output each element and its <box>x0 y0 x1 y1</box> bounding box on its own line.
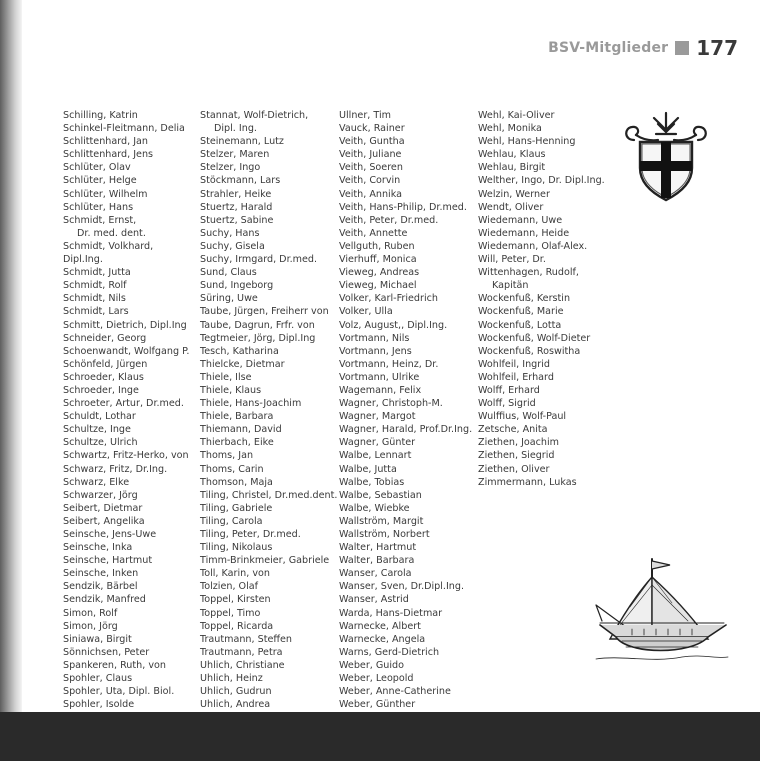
member-entry: Warnecke, Albert <box>339 620 421 632</box>
member-entry: Süring, Uwe <box>200 293 258 305</box>
member-entry: Schönfeld, Jürgen <box>63 358 148 370</box>
member-entry: Stelzer, Maren <box>200 149 270 161</box>
member-entry: Volz, August,, Dipl.Ing. <box>339 319 448 331</box>
member-entry: Tesch, Katharina <box>200 345 279 357</box>
member-entry: Veith, Juliane <box>339 149 402 161</box>
member-entry: Uhlich, Christiane <box>200 659 285 671</box>
member-entry: Sund, Ingeborg <box>200 280 274 292</box>
member-entry: Wendt, Oliver <box>478 201 544 213</box>
member-entry: Seinsche, Hartmut <box>63 555 153 567</box>
member-entry: Thielcke, Dietmar <box>200 358 285 370</box>
member-entry: Schuldt, Lothar <box>63 411 136 423</box>
member-entry: Dr. med. dent. <box>77 227 146 239</box>
member-entry: Wagner, Harald, Prof.Dr.Ing. <box>339 424 473 436</box>
member-entry: Kapitän <box>492 280 529 292</box>
member-entry: Ziethen, Joachim <box>478 437 560 449</box>
member-column-1 <box>63 109 189 724</box>
member-entry: Schoenwandt, Wolfgang P. <box>63 345 190 357</box>
member-entry: Warnecke, Angela <box>339 633 426 645</box>
member-entry: Schwarzer, Jörg <box>63 489 138 501</box>
member-entry: Wehl, Kai-Oliver <box>478 110 555 121</box>
member-entry: Wolff, Sigrid <box>478 398 536 410</box>
member-entry: Sendzik, Bärbel <box>63 581 138 593</box>
member-entry: Seibert, Dietmar <box>63 502 143 514</box>
scan-bottom-edge <box>0 712 760 761</box>
page-number: 177 <box>696 36 738 60</box>
member-entry: Seinsche, Inken <box>63 568 139 580</box>
member-entry: Schwartz, Fritz-Herko, von <box>63 450 189 462</box>
member-entry: Thiele, Klaus <box>200 384 262 396</box>
member-entry: Wiedemann, Olaf-Alex. <box>478 240 588 252</box>
member-column-3 <box>339 109 475 724</box>
member-entry: Zimmermann, Lukas <box>478 476 577 488</box>
member-entry: Vieweg, Michael <box>339 280 417 292</box>
member-entry: Vellguth, Ruben <box>339 240 415 252</box>
member-entry: Vortmann, Heinz, Dr. <box>339 358 439 370</box>
member-entry: Thierbach, Eike <box>200 437 274 449</box>
member-entry: Weber, Leopold <box>339 673 414 685</box>
member-entry: Schroeder, Klaus <box>63 371 144 383</box>
member-entry: Walter, Hartmut <box>339 542 417 554</box>
member-entry: Schmidt, Volkhard, <box>63 240 154 252</box>
member-entry: Schlittenhard, Jan <box>63 136 148 148</box>
member-entry: Schlüter, Hans <box>63 201 134 213</box>
member-entry: Volker, Karl-Friedrich <box>339 293 438 305</box>
member-entry: Seibert, Angelika <box>63 515 145 527</box>
member-entry: Seinsche, Inka <box>63 542 133 554</box>
member-entry: Schroeter, Artur, Dr.med. <box>63 398 184 410</box>
member-entry: Tiling, Carola <box>200 515 263 527</box>
member-entry: Wittenhagen, Rudolf, <box>478 267 579 279</box>
member-entry: Sendzik, Manfred <box>63 594 146 606</box>
member-entry: Toll, Karin, von <box>200 568 270 580</box>
member-entry: Schlüter, Wilhelm <box>63 188 148 200</box>
member-entry: Ziethen, Oliver <box>478 463 550 475</box>
member-entry: Wehl, Hans-Henning <box>478 136 576 148</box>
member-entry: Stuertz, Harald <box>200 201 273 213</box>
member-entry: Schultze, Ulrich <box>63 437 138 449</box>
member-entry: Thiemann, David <box>200 424 282 436</box>
member-entry: Wockenfuß, Marie <box>478 306 564 318</box>
member-entry: Vortmann, Nils <box>339 332 410 344</box>
member-entry: Thiele, Ilse <box>200 371 252 383</box>
member-entry: Schinkel-Fleitmann, Delia <box>63 123 185 135</box>
member-entry: Veith, Annette <box>339 227 408 239</box>
member-entry: Thomson, Maja <box>200 476 273 488</box>
member-entry: Veith, Annika <box>339 188 402 200</box>
member-entry: Wallström, Margit <box>339 515 424 527</box>
member-entry: Sönnichsen, Peter <box>63 646 150 658</box>
header-square-marker <box>675 41 689 55</box>
member-entry: Stuertz, Sabine <box>200 214 274 226</box>
member-entry: Spohler, Claus <box>63 673 133 685</box>
member-entry: Vierhuff, Monica <box>339 254 417 266</box>
member-entry: Schmidt, Jutta <box>63 267 131 279</box>
member-entry: Walbe, Jutta <box>339 463 397 475</box>
member-entry: Dipl.Ing. <box>63 254 103 266</box>
member-entry: Vieweg, Andreas <box>339 267 420 279</box>
member-entry: Timm-Brinkmeier, Gabriele <box>200 555 330 567</box>
member-entry: Vauck, Rainer <box>339 123 405 135</box>
member-entry: Tiling, Gabriele <box>200 502 273 514</box>
member-entry: Thiele, Hans-Joachim <box>200 398 302 410</box>
member-entry: Suchy, Hans <box>200 227 260 239</box>
member-entry: Warns, Gerd-Dietrich <box>339 646 440 658</box>
member-entry: Wohlfeil, Ingrid <box>478 358 550 370</box>
member-entry: Toppel, Kirsten <box>200 594 271 606</box>
member-entry: Walbe, Sebastian <box>339 489 422 501</box>
member-entry: Schlüter, Olav <box>63 162 131 174</box>
member-entry: Veith, Corvin <box>339 175 401 187</box>
member-entry: Veith, Peter, Dr.med. <box>339 214 439 226</box>
member-entry: Tegtmeier, Jörg, Dipl.Ing <box>200 332 316 344</box>
member-entry: Schmidt, Nils <box>63 293 126 305</box>
member-entry: Ziethen, Siegrid <box>478 450 555 462</box>
member-entry: Wehlau, Klaus <box>478 149 546 161</box>
member-entry: Weber, Guido <box>339 659 405 671</box>
member-entry: Sund, Claus <box>200 267 257 279</box>
member-entry: Uhlich, Andrea <box>200 699 271 711</box>
member-entry: Schultze, Inge <box>63 424 131 436</box>
member-entry: Wehlau, Birgit <box>478 162 546 174</box>
member-column-4 <box>478 109 605 489</box>
member-entry: Thoms, Jan <box>200 450 254 462</box>
member-entry: Spankeren, Ruth, von <box>63 659 166 671</box>
member-entry: Weber, Günther <box>339 699 416 711</box>
member-entry: Will, Peter, Dr. <box>478 254 546 266</box>
member-entry: Vortmann, Jens <box>339 345 412 357</box>
member-entry: Zetsche, Anita <box>478 424 548 436</box>
member-entry: Wulffius, Wolf-Paul <box>478 411 567 423</box>
member-entry: Spohler, Isolde <box>63 699 135 711</box>
member-entry: Walbe, Tobias <box>339 476 405 488</box>
member-entry: Toppel, Timo <box>200 607 261 619</box>
member-entry: Wagemann, Felix <box>339 384 422 396</box>
member-entry: Stelzer, Ingo <box>200 162 261 174</box>
member-entry: Walbe, Lennart <box>339 450 412 462</box>
member-entry: Wanser, Sven, Dr.Dipl.Ing. <box>339 581 465 593</box>
book-spine-shadow <box>0 0 22 712</box>
member-entry: Wockenfuß, Roswitha <box>478 345 581 357</box>
member-entry: Welzin, Werner <box>478 188 550 200</box>
coat-of-arms-icon <box>620 110 712 202</box>
member-entry: Siniawa, Birgit <box>63 633 132 645</box>
member-entry: Wagner, Günter <box>339 437 416 449</box>
member-entry: Wockenfuß, Kerstin <box>478 293 571 305</box>
member-entry: Wehl, Monika <box>478 123 542 135</box>
member-entry: Stannat, Wolf-Dietrich, <box>200 110 309 121</box>
member-entry: Suchy, Gisela <box>200 240 265 252</box>
member-entry: Suchy, Irmgard, Dr.med. <box>200 254 318 266</box>
member-entry: Schwarz, Elke <box>63 476 130 488</box>
member-entry: Walter, Barbara <box>339 555 415 567</box>
member-entry: Wanser, Carola <box>339 568 412 580</box>
member-entry: Thiele, Barbara <box>200 411 274 423</box>
member-entry: Simon, Rolf <box>63 607 118 619</box>
member-entry: Schlüter, Helge <box>63 175 137 187</box>
member-entry: Steinemann, Lutz <box>200 136 284 148</box>
member-entry: Wanser, Astrid <box>339 594 409 606</box>
member-entry: Schneider, Georg <box>63 332 147 344</box>
member-entry: Wallström, Norbert <box>339 529 430 540</box>
member-entry: Seinsche, Jens-Uwe <box>63 529 157 540</box>
member-entry: Uhlich, Heinz <box>200 673 263 685</box>
member-entry: Dipl. Ing. <box>214 123 257 135</box>
member-entry: Trautmann, Steffen <box>200 633 292 645</box>
member-entry: Stöckmann, Lars <box>200 175 281 187</box>
member-entry: Strahler, Heike <box>200 188 272 200</box>
member-entry: Toppel, Ricarda <box>200 620 274 632</box>
member-entry: Veith, Guntha <box>339 136 405 148</box>
member-entry: Wiedemann, Heide <box>478 227 570 239</box>
member-entry: Uhlich, Gudrun <box>200 686 272 698</box>
page-header-title: BSV-Mitglieder <box>548 40 669 56</box>
member-entry: Wolff, Erhard <box>478 384 540 396</box>
member-entry: Tiling, Christel, Dr.med.dent. <box>200 489 338 501</box>
member-entry: Veith, Hans-Philip, Dr.med. <box>339 201 467 213</box>
member-entry: Schwarz, Fritz, Dr.Ing. <box>63 463 168 475</box>
member-entry: Simon, Jörg <box>63 620 118 632</box>
member-entry: Weber, Anne-Catherine <box>339 686 451 698</box>
member-entry: Wohlfeil, Erhard <box>478 371 554 383</box>
member-entry: Vortmann, Ulrike <box>339 371 420 383</box>
member-entry: Wockenfuß, Wolf-Dieter <box>478 332 591 344</box>
member-entry: Schmidt, Lars <box>63 306 129 318</box>
member-entry: Taube, Jürgen, Freiherr von <box>200 306 329 318</box>
member-entry: Trautmann, Petra <box>200 646 283 658</box>
member-entry: Volker, Ulla <box>339 306 393 318</box>
member-entry: Tiling, Peter, Dr.med. <box>200 529 301 540</box>
member-column-2 <box>200 109 337 724</box>
member-entry: Wockenfuß, Lotta <box>478 319 562 331</box>
member-entry: Schmidt, Rolf <box>63 280 127 292</box>
member-entry: Warda, Hans-Dietmar <box>339 607 443 619</box>
member-entry: Spohler, Uta, Dipl. Biol. <box>63 686 175 698</box>
member-entry: Wagner, Christoph-M. <box>339 398 443 410</box>
page-header <box>548 36 738 60</box>
member-entry: Ullner, Tim <box>339 110 391 121</box>
member-entry: Wiedemann, Uwe <box>478 214 563 226</box>
member-entry: Walbe, Wiebke <box>339 502 410 514</box>
member-entry: Schmitt, Dietrich, Dipl.Ing <box>63 319 187 331</box>
member-entry: Taube, Dagrun, Frfr. von <box>200 319 315 331</box>
member-entry: Thoms, Carin <box>200 463 264 475</box>
member-entry: Tolzien, Olaf <box>200 581 259 593</box>
member-entry: Schroeder, Inge <box>63 384 139 396</box>
sailing-ship-icon <box>592 555 732 675</box>
member-entry: Schlittenhard, Jens <box>63 149 154 161</box>
member-entry: Schmidt, Ernst, <box>63 214 137 226</box>
member-entry: Schilling, Katrin <box>63 110 138 121</box>
member-entry: Welther, Ingo, Dr. Dipl.Ing. <box>478 175 605 187</box>
member-entry: Tiling, Nikolaus <box>200 542 273 554</box>
member-entry: Veith, Soeren <box>339 162 403 174</box>
member-entry: Wagner, Margot <box>339 411 416 423</box>
